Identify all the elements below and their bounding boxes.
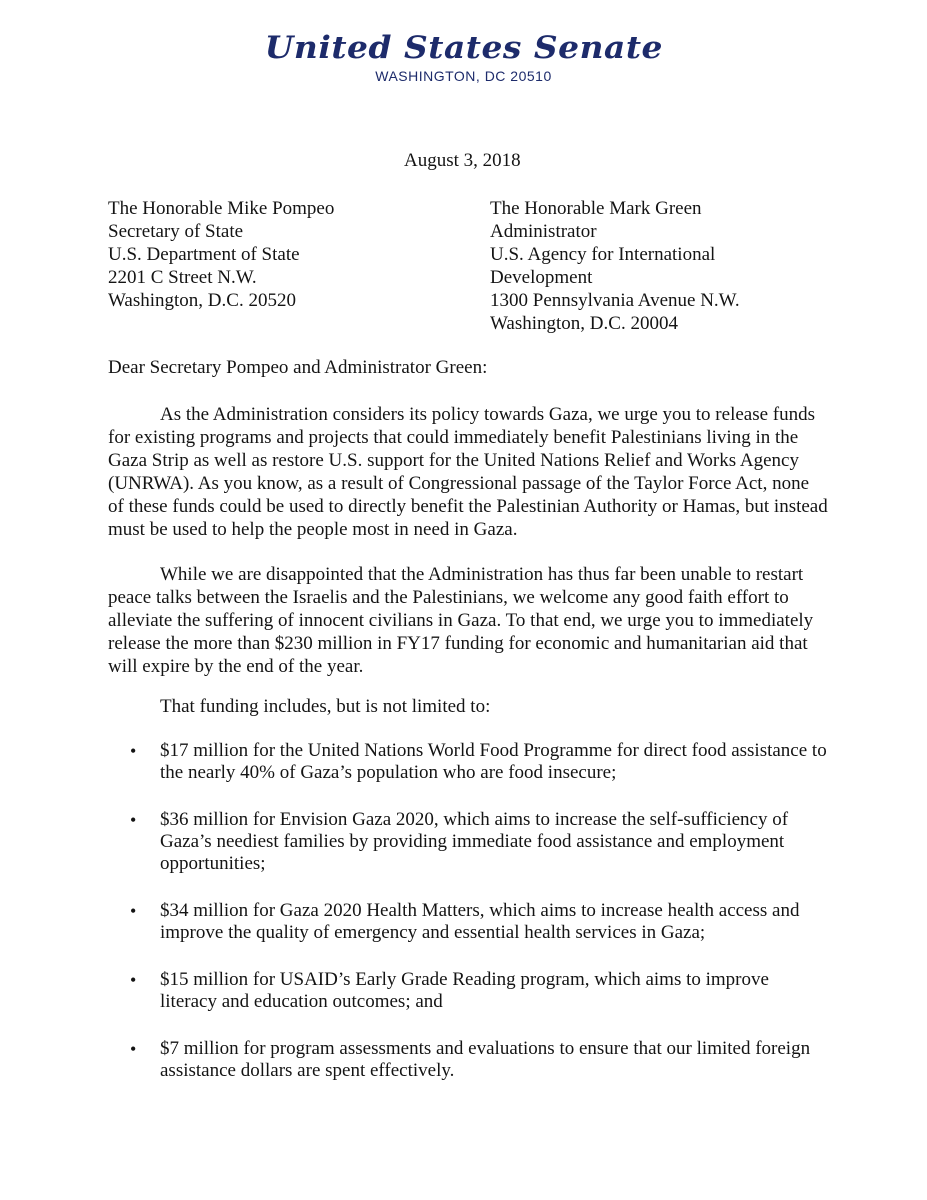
recipient-right-line: U.S. Agency for International (490, 244, 716, 265)
paragraph-intro (108, 403, 828, 541)
list-item: • $36 million for Envision Gaza 2020, which aims to increase the self-sufficiency of Gaza’s neediest families by providing immediate food assistance and employment opportunities; (108, 809, 828, 875)
paragraph-text: That funding includes, but is not limited to: (160, 696, 491, 717)
recipient-left-line: The Honorable Mike Pompeo (108, 198, 335, 219)
list-item: • $34 million for Gaza 2020 Health Matters, which aims to increase health access and improve the quality of emergency and essential health services in Gaza; (108, 900, 828, 944)
recipient-right-line: Administrator (490, 221, 597, 242)
recipient-right-line: 1300 Pennsylvania Avenue N.W. (490, 290, 740, 311)
recipient-right-line: The Honorable Mark Green (490, 198, 702, 219)
salutation: Dear Secretary Pompeo and Administrator Green: (108, 357, 488, 378)
letterhead-title: United States Senate (264, 30, 663, 66)
paragraph-disappointed (108, 563, 828, 678)
list-item: • $7 million for program assessments and evaluations to ensure that our limited foreign assistance dollars are spent effectively. (108, 1038, 828, 1082)
recipient-right (490, 197, 820, 335)
list-item: • $17 million for the United Nations World Food Programme for direct food assistance to the nearly 40% of Gaza’s population who are food insecure; (108, 740, 828, 784)
letterhead (0, 30, 927, 84)
recipient-left-line: U.S. Department of State (108, 244, 300, 265)
recipient-left-line: 2201 C Street N.W. (108, 267, 257, 288)
recipient-left (108, 197, 438, 312)
recipient-left-line: Secretary of State (108, 221, 244, 242)
list-item: • $15 million for USAID’s Early Grade Reading program, which aims to improve literacy and education outcomes; and (108, 969, 828, 1013)
letter-date: August 3, 2018 (404, 150, 521, 171)
paragraph-text: While we are disappointed that the Administration has thus far been unable to restart peace talks between the Israelis and the Palestinians, we welcome any good faith effort to alleviate the suffering of innocent civilians in Gaza. To that end, we urge you to immediately release the more than $230 million in FY17 funding for economic and humanitarian aid that will expire by the end of the year. (108, 564, 814, 677)
recipient-left-line: Washington, D.C. 20520 (108, 290, 296, 311)
paragraph-funding-intro (160, 695, 880, 718)
letterhead-address: WASHINGTON, DC 20510 (375, 68, 552, 84)
recipient-right-line: Development (490, 267, 593, 288)
paragraph-text: As the Administration considers its policy towards Gaza, we urge you to release funds for existing programs and projects that could immediately benefit Palestinians living in the Gaza Strip as well as restore U.S. support for the United Nations Relief and Works Agency (UNRWA). As you know, as a result of Congressional passage of the Taylor Force Act, none of these funds could be used to directly benefit the Palestinian Authority or Hamas, but instead must be used to help the people most in need in Gaza. (108, 404, 828, 540)
funding-list (108, 740, 828, 1082)
recipient-right-line: Washington, D.C. 20004 (490, 313, 678, 334)
